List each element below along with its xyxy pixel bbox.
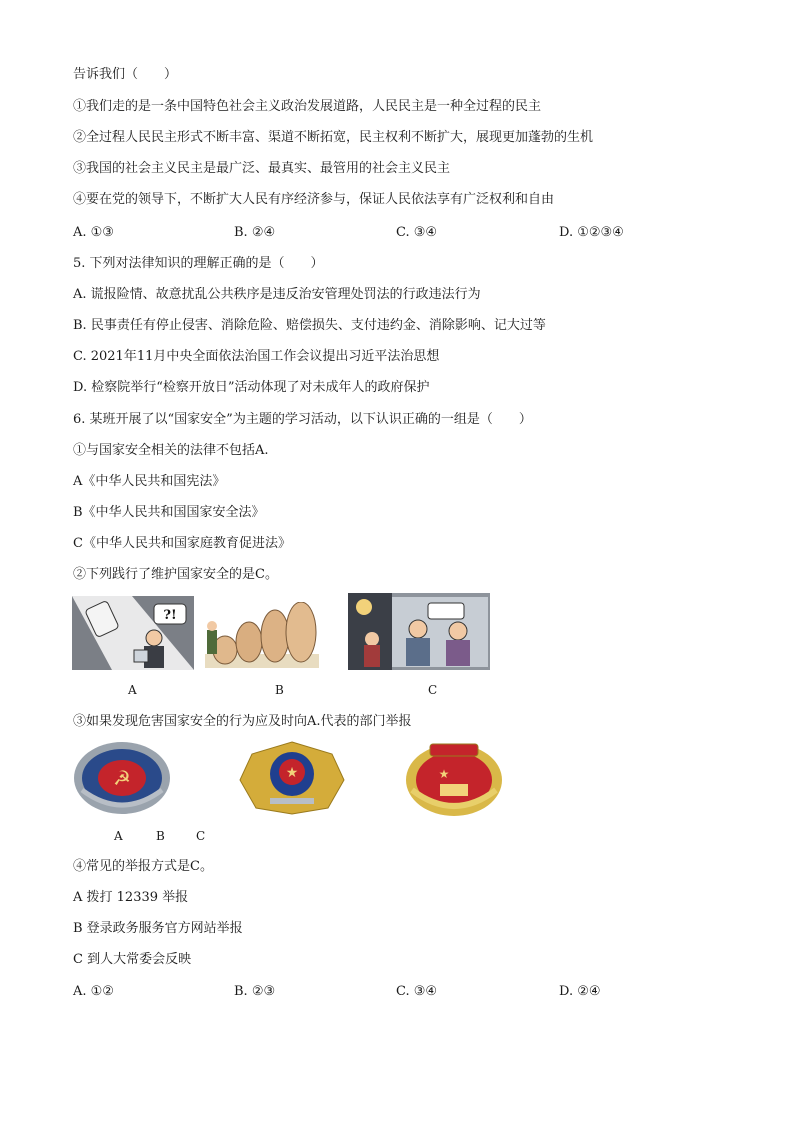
q4-statement-2: ②全过程人民民主形式不断丰富、渠道不断拓宽，民主权利不断扩大，展现更加蓬勃的生机 xyxy=(73,130,594,145)
svg-text:★: ★ xyxy=(285,765,299,781)
q6-way-a: A 拨打 12339 举报 xyxy=(73,890,189,905)
q6-law-b: B《中华人民共和国国家安全法》 xyxy=(73,505,265,520)
q4-option-d: D. ①②③④ xyxy=(559,225,624,240)
q4-statement-4: ④要在党的领导下，不断扩大人民有序经济参与，保证人民依法享有广泛权利和自由 xyxy=(73,192,555,207)
q6-option-c: C. ③④ xyxy=(396,984,438,999)
q6-way-c: C 到人大常委会反映 xyxy=(73,952,192,967)
q6-item-1: ①与国家安全相关的法律不包括A. xyxy=(73,443,269,458)
emblem-caption-b: B xyxy=(156,829,165,843)
procuratorate-emblem-icon xyxy=(402,740,506,818)
q6-item-4: ④常见的举报方式是C。 xyxy=(73,859,213,874)
q6-option-b: B. ②③ xyxy=(234,984,276,999)
image-caption-b: B xyxy=(275,683,284,697)
q6-law-c: C《中华人民共和国家庭教育促进法》 xyxy=(73,536,291,551)
emblem-caption-a: A xyxy=(114,829,123,843)
q4-option-a: A. ①③ xyxy=(73,225,114,240)
q5-option-b: B. 民事责任有停止侵害、消除危险、赔偿损失、支付违约金、消除影响、记大过等 xyxy=(73,318,546,333)
svg-text:★: ★ xyxy=(438,767,450,781)
q5-option-d: D. 检察院举行“检察开放日”活动体现了对未成年人的政府保护 xyxy=(73,380,430,395)
svg-text:☭: ☭ xyxy=(113,766,131,790)
q5-option-c: C. 2021年11月中央全面依法治国工作会议提出习近平法治思想 xyxy=(73,349,440,364)
q6-item-3: ③如果发现危害国家安全的行为应及时向A.代表的部门举报 xyxy=(73,714,412,729)
cartoon-image-b xyxy=(203,602,321,670)
q4-option-b: B. ②④ xyxy=(234,225,276,240)
emblem-caption-c: C xyxy=(196,829,206,843)
national-security-emblem-icon xyxy=(72,740,172,816)
q6-option-a: A. ①② xyxy=(73,984,114,999)
image-a-exclaim-text: ?! xyxy=(163,608,177,623)
q5-stem: 5. 下列对法律知识的理解正确的是（ ） xyxy=(73,256,324,271)
cartoon-image-c xyxy=(348,593,490,670)
q5-option-a: A. 谎报险情、故意扰乱公共秩序是违反治安管理处罚法的行政违法行为 xyxy=(73,287,481,302)
q6-stem: 6. 某班开展了以“国家安全”为主题的学习活动，以下认识正确的一组是（ ） xyxy=(73,412,532,427)
q4-option-c: C. ③④ xyxy=(396,225,438,240)
q6-item-2: ②下列践行了维护国家安全的是C。 xyxy=(73,567,278,582)
image-caption-c: C xyxy=(428,683,438,697)
q6-law-a: A《中华人民共和国宪法》 xyxy=(73,474,226,489)
q4-stem-tail: 告诉我们（ ） xyxy=(73,67,178,82)
q6-option-d: D. ②④ xyxy=(559,984,601,999)
cartoon-image-a xyxy=(72,596,194,670)
image-caption-a: A xyxy=(128,683,137,697)
q4-statement-3: ③我国的社会主义民主是最广泛、最真实、最管用的社会主义民主 xyxy=(73,161,451,176)
q4-statement-1: ①我们走的是一条中国特色社会主义政治发展道路，人民民主是一种全过程的民主 xyxy=(73,99,542,114)
q6-way-b: B 登录政务服务官方网站举报 xyxy=(73,921,243,936)
police-emblem-icon xyxy=(236,740,348,816)
